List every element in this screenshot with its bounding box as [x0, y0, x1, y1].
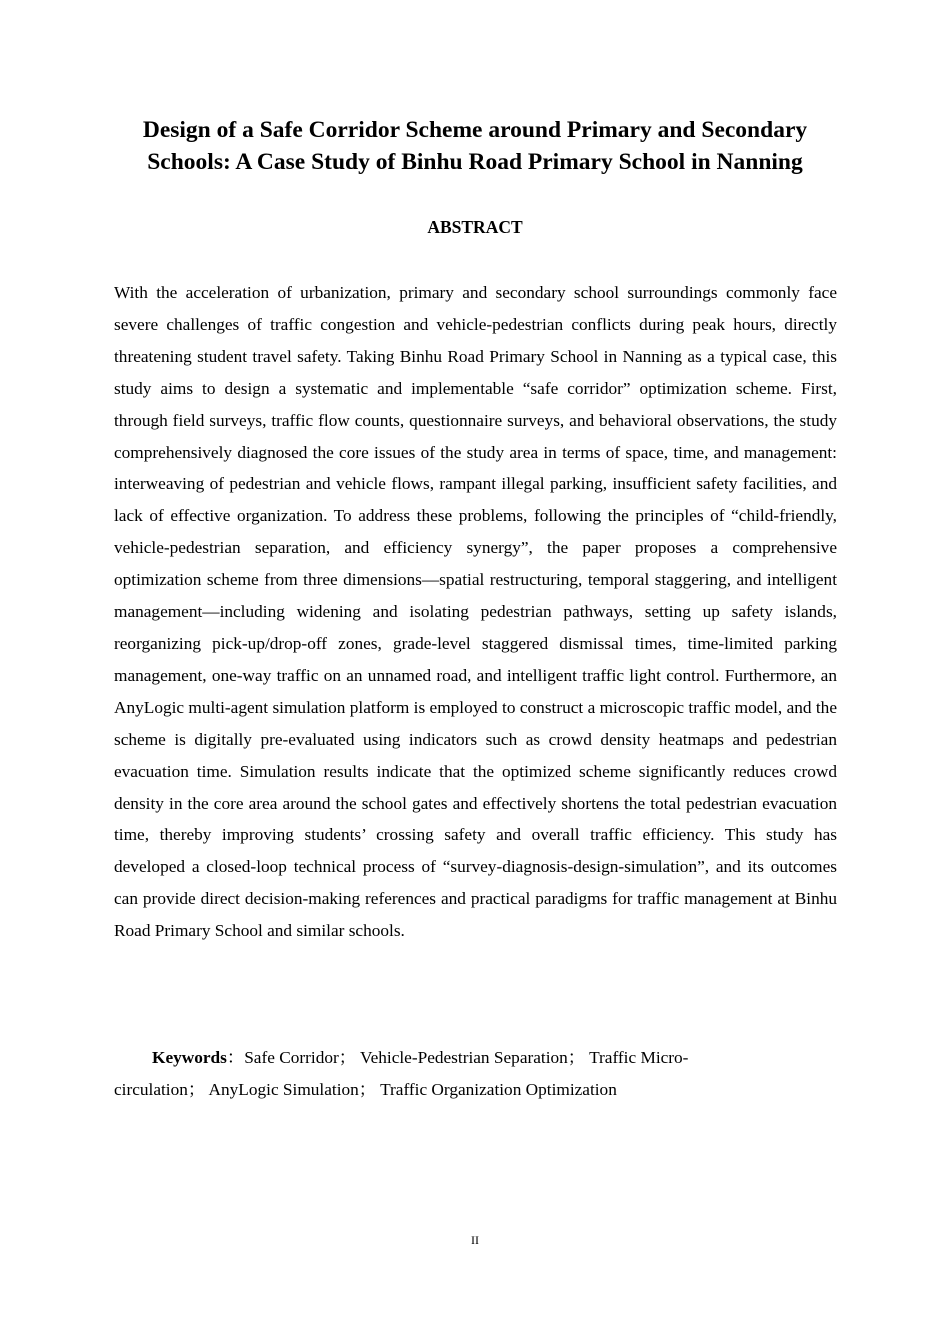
keywords-paragraph	[114, 1042, 754, 1106]
paper-title: Design of a Safe Corridor Scheme around Primary and Secondary Schools: A Case Study of Binhu Road Primary School in Nanning	[142, 117, 808, 175]
keywords-text: Safe Corridor； Vehicle-Pedestrian Separation； Traffic Micro-circulation； AnyLogic Simulation； Traffic Organization Optimization	[114, 1048, 689, 1099]
abstract-body: With the acceleration of urbanization, primary and secondary school surroundings commonly face severe challenges of traffic congestion and vehicle-pedestrian conflicts during peak hours, directly threatening student travel safety. Taking Binhu Road Primary School in Nanning as a typical case, this study aims to design a systematic and implementable “safe corridor” optimization scheme. First, through field surveys, traffic flow counts, questionnaire surveys, and behavioral observations, the study comprehensively diagnosed the core issues of the study area in terms of space, time, and management: interweaving of pedestrian and vehicle flows, rampant illegal parking, insufficient safety facilities, and lack of effective organization. To address these problems, following the principles of “child-friendly, vehicle-pedestrian separation, and efficiency synergy”, the paper proposes a comprehensive optimization scheme from three dimensions—spatial restructuring, temporal staggering, and intelligent management—including widening and isolating pedestrian pathways, setting up safety islands, reorganizing pick-up/drop-off zones, grade-level staggered dismissal times, time-limited parking management, one-way traffic on an unnamed road, and intelligent traffic light control. Furthermore, an AnyLogic multi-agent simulation platform is employed to construct a microscopic traffic model, and the scheme is digitally pre-evaluated using indicators such as crowd density heatmaps and pedestrian evacuation time. Simulation results indicate that the optimized scheme significantly reduces crowd density in the core area around the school gates and effectively shortens the total pedestrian evacuation time, thereby improving students’ crossing safety and overall traffic efficiency. This study has developed a closed-loop technical process of “survey-diagnosis-design-simulation”, and its outcomes can provide direct decision-making references and practical paradigms for traffic management at Binhu Road Primary School and similar schools.	[114, 283, 837, 941]
page-number: II	[471, 1233, 479, 1247]
abstract-heading: ABSTRACT	[427, 217, 523, 237]
keywords-separator: ：	[226, 1048, 245, 1067]
keywords-label: Keywords	[152, 1048, 227, 1067]
